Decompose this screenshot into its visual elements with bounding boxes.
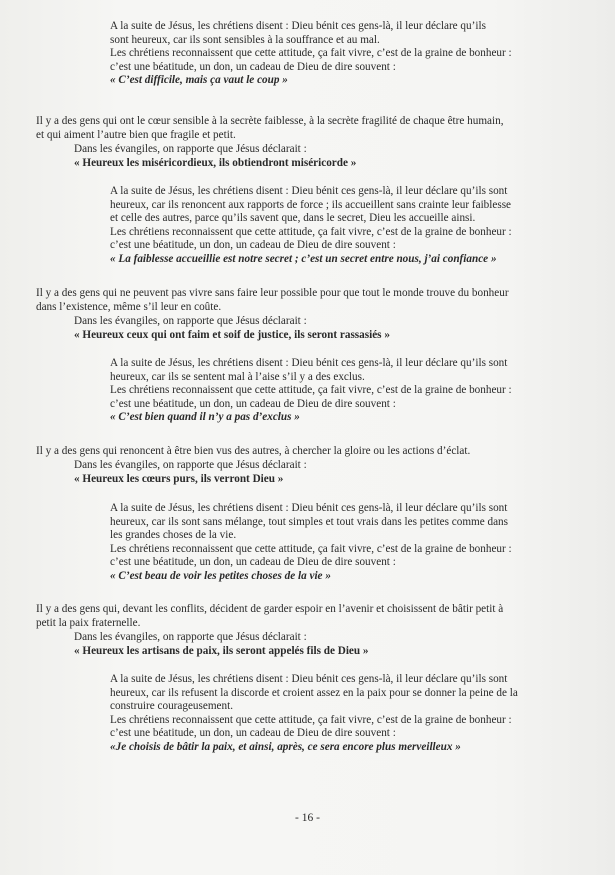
- beatitude: « Heureux les cœurs purs, ils verront Dieu »: [74, 472, 284, 485]
- text-line: Il y a des gens qui, devant les conflits, décident de garder espoir en l’avenir et choisissent de bâtir petit à: [36, 603, 504, 615]
- text-line: heureux, car ils refusent la discorde et croient assez en la paix pour se donner la peine de la: [110, 686, 518, 699]
- text-line: Il y a des gens qui renoncent à être bien vus des autres, à chercher la gloire ou les actions d’éclat.: [36, 445, 471, 457]
- text-line: Il y a des gens qui ont le cœur sensible à la secrète faiblesse, à la secrète fragilité de chaque être humain,: [36, 115, 504, 127]
- text-line: A la suite de Jésus, les chrétiens disent : Dieu bénit ces gens-là, il leur déclare qu’ils sont: [110, 673, 508, 685]
- text-line: c’est une béatitude, un don, un cadeau de Dieu de dire souvent :: [110, 727, 396, 740]
- intro-paragraph-4: [36, 445, 584, 459]
- intro-paragraph-3: [36, 287, 584, 314]
- beatitude: « Heureux les artisans de paix, ils seront appelés fils de Dieu »: [74, 644, 369, 657]
- intro-paragraph-5: [36, 603, 584, 630]
- text-line: et qui aiment l’autre bien que fragile et petit.: [36, 128, 236, 141]
- text-line: A la suite de Jésus, les chrétiens disent : Dieu bénit ces gens-là, il leur déclare qu’ils sont: [110, 185, 508, 197]
- text-line: Il y a des gens qui ne peuvent pas vivre sans faire leur possible pour que tout le monde trouve du bonheur: [36, 287, 509, 299]
- gospel-paragraph-2: [74, 143, 584, 170]
- blessing-paragraph-5: [110, 673, 580, 755]
- text-line: c’est une béatitude, un don, un cadeau de Dieu de dire souvent :: [110, 556, 396, 569]
- beatitude: « Heureux les miséricordieux, ils obtiendront miséricorde »: [74, 156, 357, 169]
- text-line: et celle des autres, parce qu’ils savent que, dans le secret, Dieu les accueille ainsi.: [110, 212, 476, 225]
- text-line: Les chrétiens reconnaissent que cette attitude, ça fait vivre, c’est de la graine de bonheur :: [110, 542, 512, 555]
- text-line: Les chrétiens reconnaissent que cette attitude, ça fait vivre, c’est de la graine de bonheur :: [110, 225, 512, 238]
- text-line: les grandes choses de la vie.: [110, 529, 237, 542]
- text-line: Les chrétiens reconnaissent que cette attitude, ça fait vivre, c’est de la graine de bonheur :: [110, 384, 512, 397]
- blessing-paragraph-2: [110, 185, 580, 267]
- text-line: heureux, car ils sont sans mélange, tout simples et tout vrais dans les petites comme dans: [110, 515, 509, 528]
- blessing-paragraph-3: [110, 357, 580, 425]
- text-line: c’est une béatitude, un don, un cadeau de Dieu de dire souvent :: [110, 397, 396, 410]
- text-line: heureux, car ils se sentent mal à l’aise s’il y a des exclus.: [110, 370, 365, 383]
- intro-paragraph-2: [36, 115, 584, 142]
- blessing-paragraph-1: [110, 20, 580, 88]
- text-line: Dans les évangiles, on rapporte que Jésus déclarait :: [74, 459, 307, 471]
- text-line: A la suite de Jésus, les chrétiens disent : Dieu bénit ces gens-là, il leur déclare qu’ils sont: [110, 502, 508, 514]
- beatitude: « Heureux ceux qui ont faim et soif de justice, ils seront rassasiés »: [74, 328, 390, 341]
- text-line: A la suite de Jésus, les chrétiens disent : Dieu bénit ces gens-là, il leur déclare qu’ils sont: [110, 357, 508, 369]
- quote: « La faiblesse accueillie est notre secret ; c’est un secret entre nous, j’ai confiance »: [110, 252, 497, 265]
- text-line: Dans les évangiles, on rapporte que Jésus déclarait :: [74, 143, 307, 155]
- quote: «Je choisis de bâtir la paix, et ainsi, après, ce sera encore plus merveilleux »: [110, 740, 461, 753]
- page-number: - 16 -: [295, 812, 320, 824]
- quote: « C’est bien quand il n’y a pas d’exclus »: [110, 411, 300, 424]
- gospel-paragraph-3: [74, 315, 584, 342]
- gospel-paragraph-5: [74, 631, 584, 658]
- text-line: Les chrétiens reconnaissent que cette attitude, ça fait vivre, c’est de la graine de bonheur :: [110, 713, 512, 726]
- text-line: A la suite de Jésus, les chrétiens disent : Dieu bénit ces gens-là, il leur déclare qu’ils: [110, 20, 486, 32]
- text-line: dans l’existence, même s’il leur en coûte.: [36, 300, 222, 313]
- text-line: Dans les évangiles, on rapporte que Jésus déclarait :: [74, 631, 307, 643]
- quote: « C’est difficile, mais ça vaut le coup »: [110, 74, 288, 87]
- quote: « C’est beau de voir les petites choses de la vie »: [110, 569, 331, 582]
- blessing-paragraph-4: [110, 502, 580, 584]
- text-line: c’est une béatitude, un don, un cadeau de Dieu de dire souvent :: [110, 60, 396, 73]
- text-line: c’est une béatitude, un don, un cadeau de Dieu de dire souvent :: [110, 239, 396, 252]
- text-line: petit la paix fraternelle.: [36, 616, 141, 629]
- gospel-paragraph-4: [74, 459, 584, 486]
- text-line: construire courageusement.: [110, 700, 234, 713]
- text-line: Les chrétiens reconnaissent que cette attitude, ça fait vivre, c’est de la graine de bonheur :: [110, 47, 512, 60]
- text-line: heureux, car ils renoncent aux rapports de force ; ils accueillent sans crainte leur faiblesse: [110, 198, 512, 211]
- text-line: Dans les évangiles, on rapporte que Jésus déclarait :: [74, 315, 307, 327]
- text-line: sont heureux, car ils sont sensibles à la souffrance et au mal.: [110, 33, 380, 46]
